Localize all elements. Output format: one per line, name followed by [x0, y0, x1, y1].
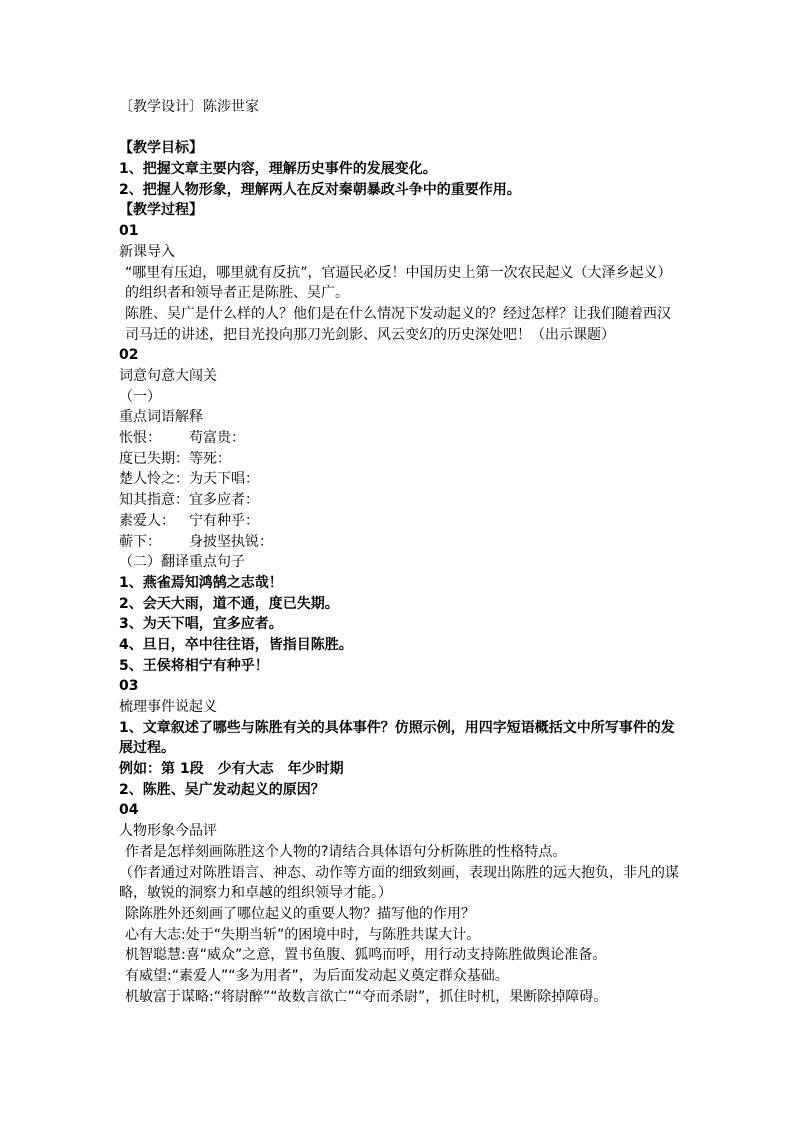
word-row: [119, 428, 679, 449]
paragraph: “哪里有压迫，哪里就有反抗”，官逼民必反！中国历史上第一次农民起义（大泽乡起义）的组织者和领导者正是陈胜、吴广。: [125, 264, 672, 302]
paragraph: 机敏富于谋略:“将尉醉”“故数言欲亡”“夺而杀尉”，抓住时机，果断除掉障碍。: [125, 988, 608, 1005]
sentence-item: 2、会天大雨，道不通，度已失期。: [119, 595, 339, 612]
section-title: 梳理事件说起义: [119, 699, 217, 715]
word-term: 身披坚执锐：: [189, 533, 273, 550]
sentence-item: 3、为天下唱，宜多应者。: [119, 616, 283, 633]
goal-item: 2、把握人物形象，理解两人在反对秦朝暴政斗争中的重要作用。: [119, 181, 521, 198]
goals-heading: 【教学目标】: [119, 140, 203, 157]
word-row: [119, 449, 679, 470]
word-term: 知其指意：: [119, 492, 189, 509]
subsection-title: （二）翻译重点句子: [119, 554, 245, 571]
section-number: 02: [119, 347, 139, 364]
subsection-label: （一）: [119, 388, 161, 405]
paragraph: 作者是怎样刻画陈胜这个人物的?请结合具体语句分析陈胜的性格特点。: [125, 843, 567, 860]
paragraph: 除陈胜外还刻画了哪位起义的重要人物？描写他的作用？: [125, 905, 475, 922]
question: 1、文章叙述了哪些与陈胜有关的具体事件？仿照示例，用四字短语概括文中所写事件的发展过程。: [119, 719, 675, 757]
word-term: 素爱人：: [119, 512, 175, 529]
word-row: [119, 511, 679, 532]
word-row: [119, 469, 679, 490]
word-term: 楚人怜之：: [119, 471, 189, 488]
question: 2、陈胜、吴广发动起义的原因？: [119, 781, 325, 798]
paragraph: （作者通过对陈胜语言、神态、动作等方面的细致刻画，表现出陈胜的远大抱负，非凡的谋略，敏锐的洞察力和卓越的组织领导才能。）: [119, 864, 679, 902]
word-term: 度已失期：: [119, 450, 189, 467]
sentence-item: 1、燕雀焉知鸿鹄之志哉！: [119, 574, 283, 591]
sentence-item: 4、旦日，卒中往往语，皆指目陈胜。: [119, 636, 353, 653]
section-number: 04: [119, 802, 139, 819]
word-row: [119, 490, 679, 511]
section-number: 03: [119, 678, 139, 695]
paragraph: 机智聪慧:喜“威众”之意，置书鱼腹、狐鸣而呼，用行动支持陈胜做舆论准备。: [125, 947, 607, 964]
word-term: 等死：: [189, 450, 231, 467]
word-term: 蕲下：: [119, 533, 161, 550]
word-term: 苟富贵：: [189, 430, 245, 447]
paragraph: 陈胜、吴广是什么样的人？他们是在什么情况下发动起义的？经过怎样？让我们随着西汉司马迁的讲述，把目光投向那刀光剑影、风云变幻的历史深处吧！（出示课题）: [125, 305, 671, 343]
section-number: 01: [119, 223, 139, 240]
section-title: 新课导入: [119, 243, 175, 260]
example: 例如：第 1段 少有大志 年少时期: [119, 761, 344, 778]
word-row: [119, 532, 679, 553]
process-heading: 【教学过程】: [119, 202, 203, 219]
section-title: 人物形象今品评: [119, 823, 217, 840]
section-title: 词意句意大闯关: [119, 368, 217, 384]
subsection-title: 重点词语解释: [119, 409, 203, 426]
document-title: 〔教学设计〕陈涉世家: [119, 99, 259, 115]
paragraph: 心有大志:处于“失期当斩”的困境中时，与陈胜共谋大计。: [125, 926, 481, 943]
paragraph: 有威望:“素爱人”“多为用者”，为后面发动起义奠定群众基础。: [125, 968, 509, 984]
word-term: 宜多应者：: [189, 492, 259, 509]
sentence-item: 5、王侯将相宁有种乎！: [119, 657, 269, 674]
word-term: 宁有种乎：: [189, 512, 259, 529]
goal-item: 1、把握文章主要内容，理解历史事件的发展变化。: [119, 161, 437, 178]
document-body: [119, 97, 679, 1007]
word-term: 为天下唱：: [189, 471, 259, 488]
word-term: 怅恨：: [119, 430, 161, 447]
